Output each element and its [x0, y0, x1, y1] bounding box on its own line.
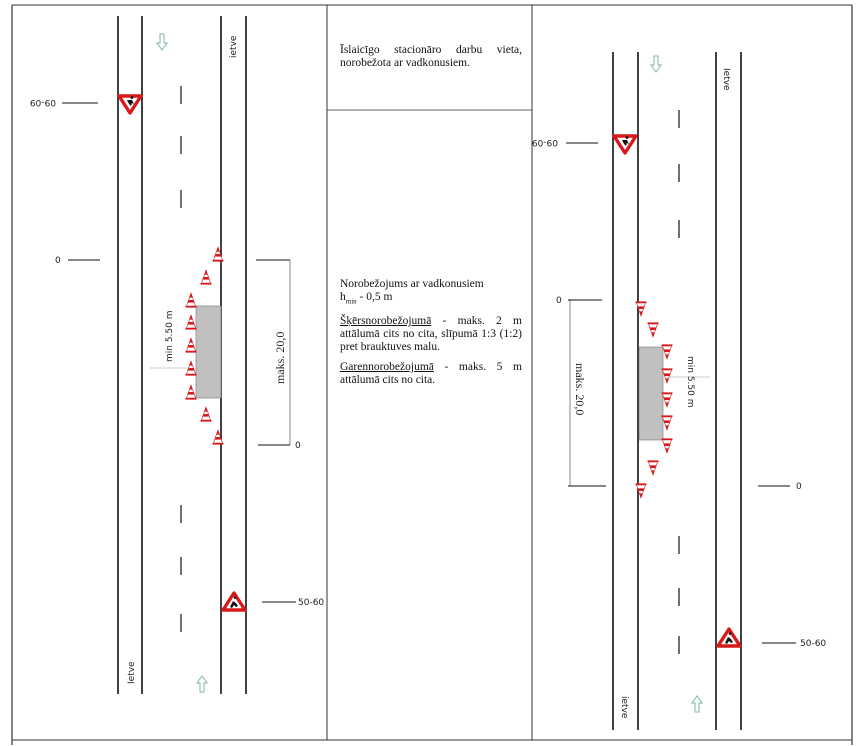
title-block — [340, 44, 522, 77]
info-longitudinal-term: Garennorobežojumā — [340, 361, 434, 374]
right-max-length: maks. 20,0 — [573, 363, 587, 416]
info-transverse-term: Šķērsnorobežojumā — [340, 315, 432, 328]
traffic-cone-icon — [186, 361, 197, 376]
left-distance-top: 09-09 — [29, 97, 56, 107]
left-distance-zero-bottom: 0 — [295, 441, 301, 451]
traffic-cone-icon — [186, 385, 197, 400]
traffic-cone-icon — [186, 315, 197, 330]
right-lane-label-top: Ietve — [721, 68, 731, 91]
info-longitudinal-text: - maks. 5 m attālumā cits no cita. — [340, 361, 522, 387]
left-distance-zero-top: 0 — [55, 256, 61, 266]
right-distance-bottom: 50-60 — [800, 639, 827, 649]
traffic-cone-icon — [213, 247, 224, 262]
left-roadworks-sign-top-icon — [119, 96, 141, 113]
right-direction-arrow-up-icon — [692, 696, 702, 712]
traffic-cone-icon — [201, 407, 212, 422]
left-roadworks-sign-bottom-icon — [223, 593, 245, 610]
traffic-cone-icon — [186, 293, 197, 308]
info-height-sub: min — [345, 297, 357, 306]
left-direction-arrow-up-icon — [197, 676, 207, 692]
right-min-width: min 5.50 m — [685, 356, 695, 408]
info-cone-barrier — [340, 278, 522, 308]
info-transverse — [340, 315, 522, 354]
right-distance-zero-bottom: 0 — [796, 482, 802, 492]
left-direction-arrow-down-icon — [157, 34, 167, 50]
info-block — [340, 278, 522, 394]
left-distance-bottom: 50-60 — [298, 598, 325, 608]
traffic-cone-icon — [213, 430, 224, 445]
info-transverse-text: - maks. 2 m attālumā cits no cita, slīpumā 1:3 (1:2) pret brauktuves malu. — [340, 315, 522, 354]
page-title: Īslaicīgo stacionāro darbu vieta, norobežota ar vadkonusiem. — [340, 44, 522, 69]
right-distance-zero-top: 0 — [556, 296, 562, 306]
right-lane-label-bottom: ietve — [619, 696, 629, 719]
left-lane-label-bottom: Ietve — [127, 661, 137, 684]
left-work-zone — [196, 306, 221, 398]
traffic-cone-icon — [201, 270, 212, 285]
left-max-length: maks. 20,0 — [273, 331, 287, 384]
info-height-symbol: h — [340, 291, 346, 303]
info-height-value: - 0,5 m — [356, 291, 393, 303]
info-line1: Norobežojums ar vadkonusiem — [340, 278, 484, 290]
right-work-zone — [639, 347, 663, 440]
left-min-width: min 5.50 m — [165, 310, 175, 362]
right-distance-top: 09-09 — [531, 137, 558, 147]
traffic-cone-icon — [186, 338, 197, 353]
right-direction-arrow-down-icon — [651, 56, 661, 72]
left-lane-label-top: ietve — [229, 35, 239, 58]
left-scheme — [62, 16, 296, 694]
info-longitudinal — [340, 361, 522, 387]
right-scheme — [566, 52, 796, 730]
right-roadworks-sign-top-icon — [614, 136, 636, 153]
right-roadworks-sign-bottom-icon — [718, 629, 740, 646]
